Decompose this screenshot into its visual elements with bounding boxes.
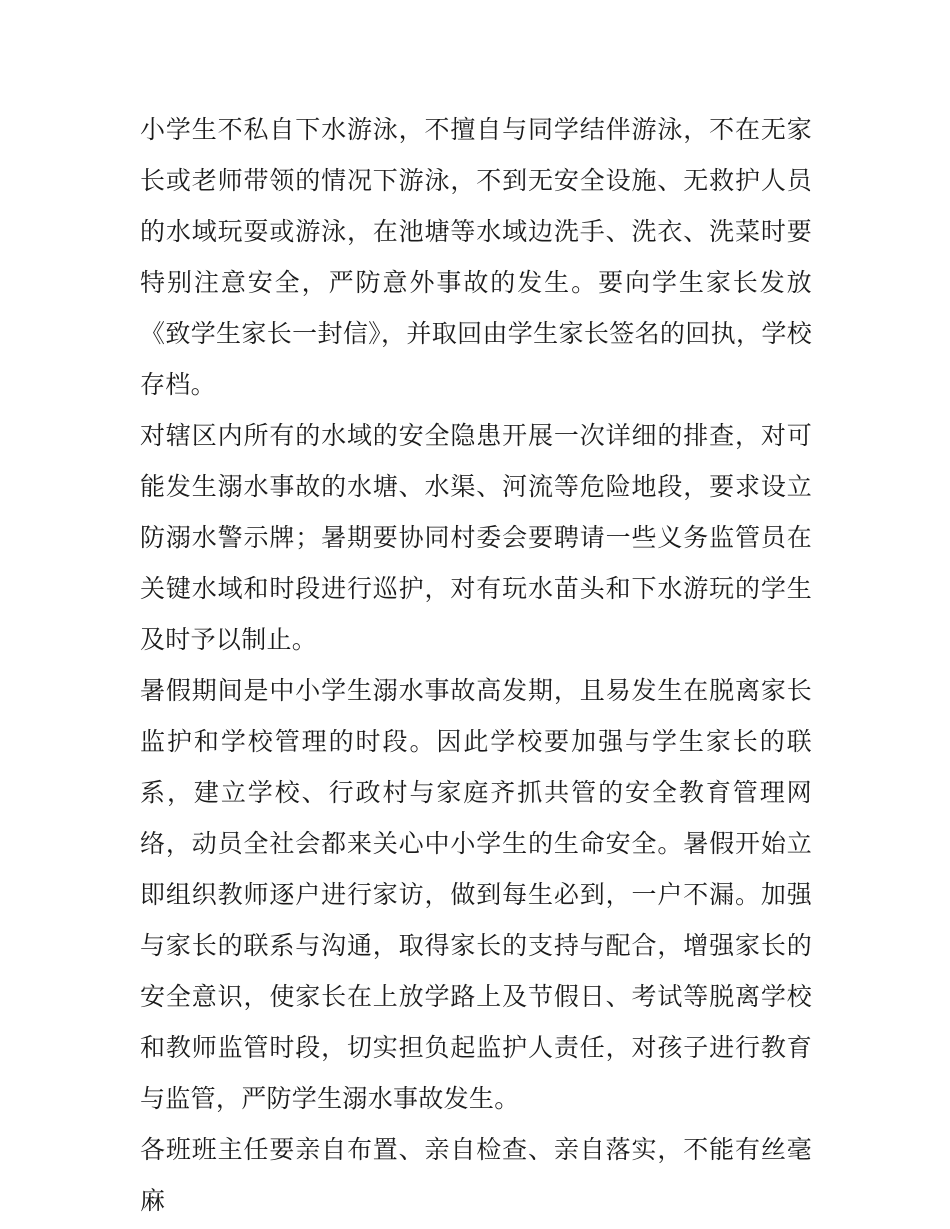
paragraph-3: 暑假期间是中小学生溺水事故高发期，且易发生在脱离家长监护和学校管理的时段。因此学校要加强与学生家长的联系，建立学校、行政村与家庭齐抓共管的安全教育管理网络，动员全社会都来关心中小学生的生命安全。暑假开始立即组织教师逐户进行家访，做到每生必到，一户不漏。加强与家长的联系与沟通，取得家长的支持与配合，增强家长的安全意识，使家长在上放学路上及节假日、考试等脱离学校和教师监管时段，切实担负起监护人责任，对孩子进行教育与监管，严防学生溺水事故发生。 [140,676,812,1113]
paragraph-4: 各班班主任要亲自布置、亲自检查、亲自落实，不能有丝毫麻 [140,1135,812,1215]
paragraph-2: 对辖区内所有的水域的安全隐患开展一次详细的排查，对可能发生溺水事故的水塘、水渠、河流等危险地段，要求设立防溺水警示牌；暑期要协同村委会要聘请一些义务监管员在关键水域和时段进行巡护，对有玩水苗头和下水游玩的学生及时予以制止。 [140,421,812,654]
paragraph-1: 小学生不私自下水游泳，不擅自与同学结伴游泳，不在无家长或老师带领的情况下游泳，不到无安全设施、无救护人员的水域玩耍或游泳，在池塘等水域边洗手、洗衣、洗菜时要特别注意安全，严防意外事故的发生。要向学生家长发放《致学生家长一封信》，并取回由学生家长签名的回执，学校存档。 [140,115,812,399]
document-body [140,104,812,1226]
